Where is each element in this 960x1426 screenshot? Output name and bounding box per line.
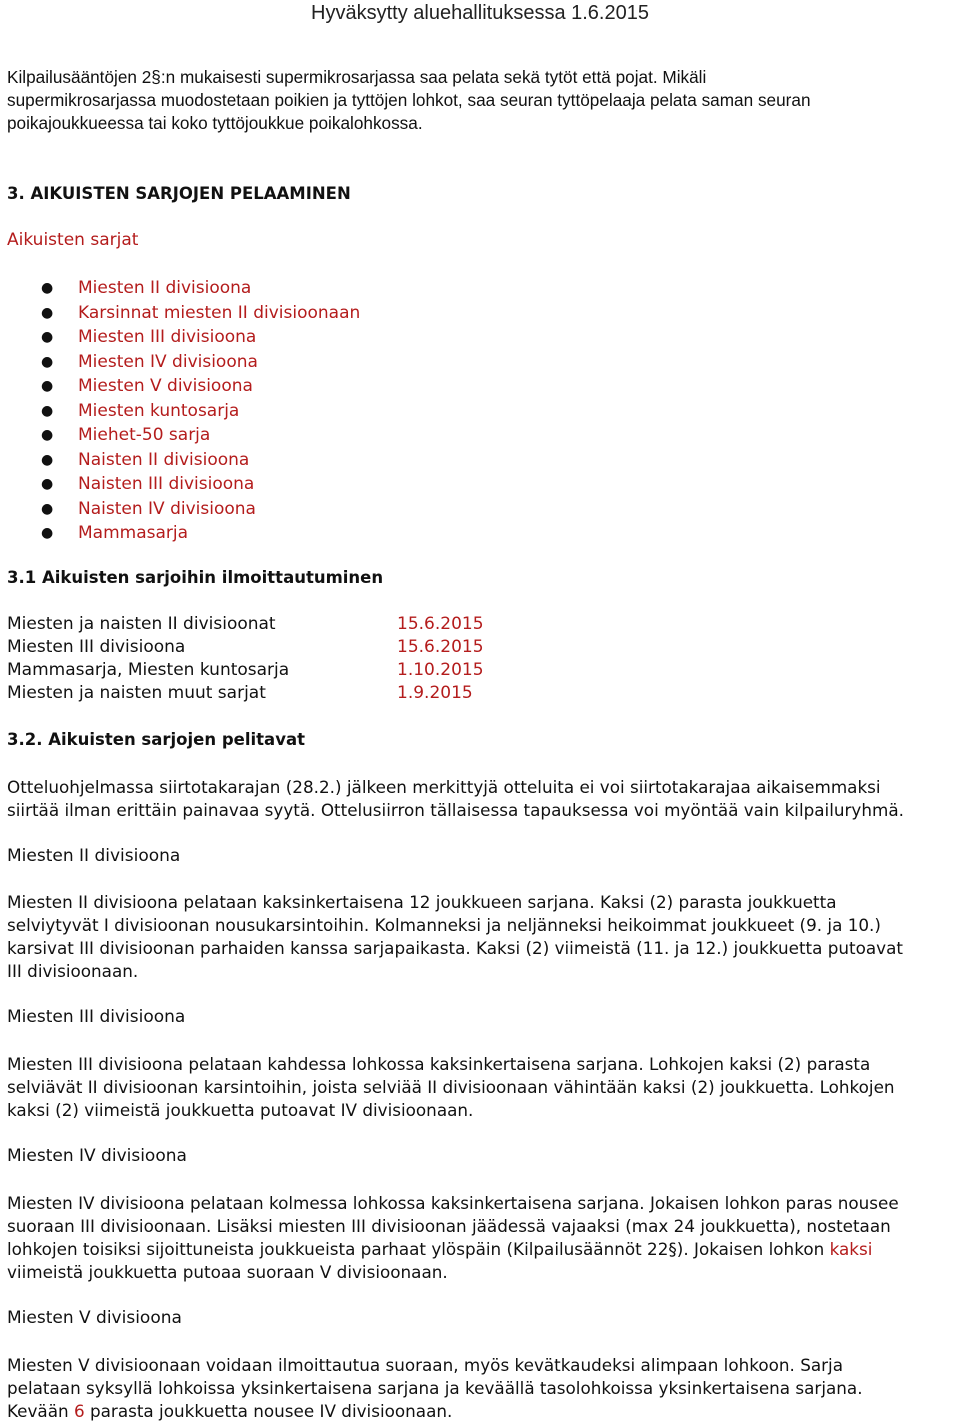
deadline-label: Miesten ja naisten II divisioonat: [7, 614, 276, 634]
deadline-label: Mammasarja, Miesten kuntosarja: [7, 660, 290, 680]
div3-paragraph: [7, 1053, 959, 1122]
text-line: Otteluohjelmassa siirtotakarajan (28.2.) jälkeen merkittyjä otteluita ei voi siirtotakarajaa aikaisemmaksi: [7, 777, 881, 797]
series-label: Miehet-50 sarja: [78, 425, 211, 445]
list-item: [7, 325, 360, 350]
adult-series-subtitle: Aikuisten sarjat: [7, 230, 139, 250]
text-line: kaksi (2) viimeistä joukkuetta putoavat IV divisioonaan.: [7, 1100, 474, 1120]
div4-heading: Miesten IV divisioona: [7, 1146, 187, 1166]
text-line: selviävät II divisioonan karsintoihin, joista selviää II divisioonaan vähintään kaksi (2) joukkuetta. Lohkojen: [7, 1077, 895, 1097]
div5-paragraph: [7, 1354, 959, 1423]
series-label: Naisten III divisioona: [78, 474, 255, 494]
transfer-paragraph: [7, 776, 959, 822]
bullet-icon: ●: [41, 280, 54, 296]
deadline-label: Miesten ja naisten muut sarjat: [7, 683, 266, 703]
adult-series-list: [7, 276, 360, 546]
bullet-icon: ●: [41, 451, 54, 468]
deadline-label: Miesten III divisioona: [7, 637, 186, 657]
section-3-2-title: 3.2. Aikuisten sarjojen pelitavat: [7, 730, 305, 749]
bullet-icon: ●: [41, 304, 54, 321]
text-line: karsivat III divisioonan parhaiden kanssa sarjapaikasta. Kaksi (2) viimeistä (11. ja 12.) joukkuetta putoavat: [7, 938, 903, 958]
div3-heading: Miesten III divisioona: [7, 1007, 186, 1027]
bullet-icon: ●: [41, 353, 54, 370]
div2-heading: Miesten II divisioona: [7, 846, 181, 866]
series-label: Karsinnat miesten II divisioonaan: [78, 302, 361, 323]
intro-line: Kilpailusääntöjen 2§:n mukaisesti supermikrosarjassa saa pelata sekä tytöt että pojat. Mikäli: [7, 67, 707, 87]
series-label: Naisten IV divisioona: [78, 498, 256, 519]
table-row: [7, 682, 607, 705]
div5-heading: Miesten V divisioona: [7, 1308, 182, 1328]
text-line: [7, 1238, 959, 1261]
text-line: viimeistä joukkuetta putoaa suoraan V divisioonaan.: [7, 1262, 448, 1282]
list-item: [7, 497, 360, 522]
intro-line: poikajoukkueessa tai koko tyttöjoukkue poikalohkossa.: [7, 113, 423, 133]
div2-paragraph: [7, 891, 959, 983]
text-line: Miesten V divisioonaan voidaan ilmoittautua suoraan, myös kevätkaudeksi alimpaan lohkoon. Sarja: [7, 1355, 843, 1375]
list-item: [7, 521, 360, 546]
intro-line: supermikrosarjassa muodostetaan poikien ja tyttöjen lohkot, saa seuran tyttöpelaaja pelata saman seuran: [7, 90, 811, 110]
bullet-icon: ●: [41, 525, 54, 541]
table-row: [7, 613, 607, 636]
series-label: Miesten III divisioona: [78, 327, 257, 347]
series-label: Miesten V divisioona: [78, 376, 253, 396]
deadline-date: 15.6.2015: [397, 614, 484, 634]
deadline-date: 15.6.2015: [397, 637, 484, 657]
intro-paragraph: [7, 66, 957, 135]
series-label: Miesten kuntosarja: [78, 400, 240, 421]
list-item: [7, 423, 360, 448]
series-label: Mammasarja: [78, 523, 189, 543]
list-item: [7, 301, 360, 326]
list-item: [7, 276, 360, 301]
list-item: [7, 374, 360, 399]
list-item: [7, 472, 360, 497]
div4-paragraph: [7, 1192, 959, 1284]
list-item: [7, 350, 360, 375]
series-label: Naisten II divisioona: [78, 449, 250, 470]
text-line: suoraan III divisioonaan. Lisäksi miesten III divisioonan jäädessä vajaaksi (max 24 joukkuetta), nostetaan: [7, 1216, 891, 1236]
section-3-title: 3. AIKUISTEN SARJOJEN PELAAMINEN: [7, 184, 351, 203]
bullet-icon: ●: [41, 378, 54, 394]
text-segment: lohkojen toisiksi sijoittuneista joukkueista parhaat ylöspäin (Kilpailusäännöt 22§). Jokaisen lohkon: [7, 1239, 830, 1259]
series-label: Miesten IV divisioona: [78, 351, 258, 372]
table-row: [7, 636, 607, 659]
page-header: Hyväksytty aluehallituksessa 1.6.2015: [311, 2, 649, 24]
text-segment: parasta joukkuetta nousee IV divisioonaan.: [84, 1401, 453, 1421]
deadline-date: 1.10.2015: [397, 660, 484, 680]
series-label: Miesten II divisioona: [78, 278, 252, 298]
text-line: III divisioonaan.: [7, 961, 139, 981]
text-line: pelataan syksyllä lohkoissa yksinkertaisena sarjana ja keväällä tasolohkoissa yksinkertaisena sarjana.: [7, 1378, 863, 1398]
highlight-number: 6: [73, 1401, 85, 1421]
list-item: [7, 399, 360, 424]
text-line: siirtää ilman erittäin painavaa syytä. Ottelusiirron tällaisessa tapauksessa voi myöntää vain kilpailuryhmä.: [7, 800, 904, 820]
text-line: [7, 1400, 959, 1423]
highlight-word: kaksi: [829, 1239, 873, 1259]
bullet-icon: ●: [41, 500, 54, 517]
section-3-1-title-text: 3.1 Aikuisten sarjoihin ilmoittautuminen: [7, 568, 384, 587]
bullet-icon: ●: [41, 427, 54, 443]
deadline-date: 1.9.2015: [397, 683, 473, 703]
bullet-icon: ●: [41, 402, 54, 419]
text-line: Miesten IV divisioona pelataan kolmessa lohkossa kaksinkertaisena sarjana. Jokaisen lohkon paras nousee: [7, 1193, 899, 1213]
section-3-1-title: [7, 568, 383, 587]
registration-deadlines: [7, 613, 607, 705]
bullet-icon: ●: [41, 476, 54, 492]
text-line: selviytyvät I divisioonan nousukarsintoihin. Kolmanneksi ja neljänneksi heikoimmat joukkueet (9. ja 10.): [7, 915, 881, 935]
text-line: Miesten III divisioona pelataan kahdessa lohkossa kaksinkertaisena sarjana. Lohkojen kaksi (2) parasta: [7, 1054, 871, 1074]
bullet-icon: ●: [41, 329, 54, 345]
list-item: [7, 448, 360, 473]
text-segment: Kevään: [7, 1401, 74, 1421]
table-row: [7, 659, 607, 682]
text-line: Miesten II divisioona pelataan kaksinkertaisena 12 joukkueen sarjana. Kaksi (2) parasta joukkuetta: [7, 892, 837, 912]
